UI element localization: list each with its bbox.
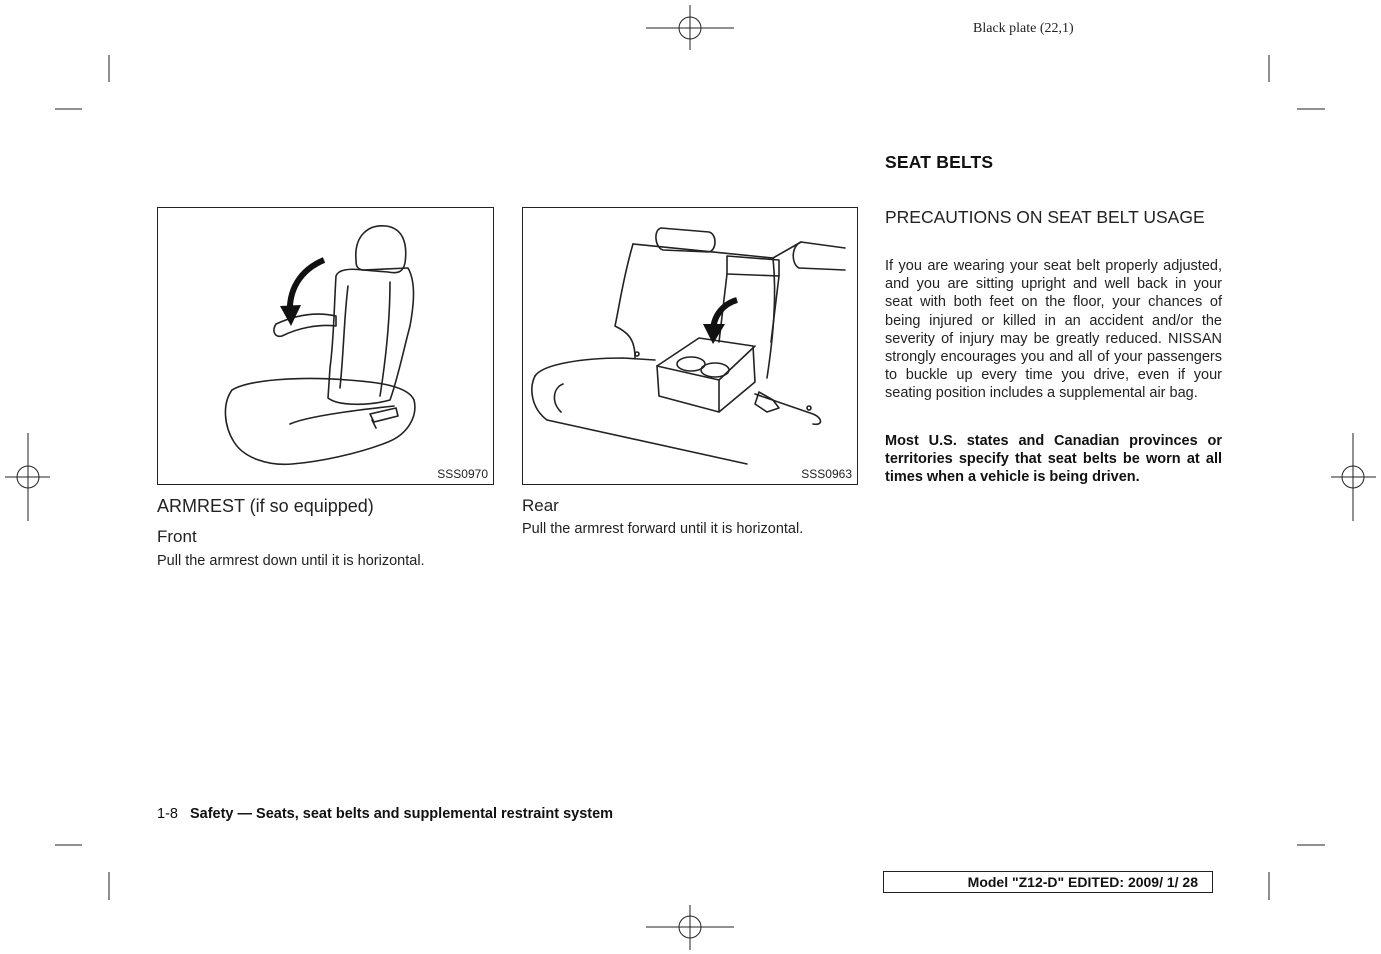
front-subheading: Front — [157, 527, 197, 546]
rear-armrest-figure — [522, 207, 858, 485]
armrest-heading: ARMREST (if so equipped) — [157, 496, 374, 516]
legal-requirement-paragraph: Most U.S. states and Canadian provinces or territories specify that seat belts be worn at all times when a vehicle is being driven. — [885, 433, 1222, 486]
model-edit-box: Model "Z12-D" EDITED: 2009/ 1/ 28 — [883, 871, 1213, 893]
front-armrest-figure — [157, 207, 494, 485]
figure-code-rear: SSS0963 — [801, 467, 852, 481]
page-footer — [157, 806, 613, 822]
page-number: 1-8 — [157, 806, 178, 822]
plate-label: Black plate (22,1) — [973, 21, 1074, 36]
front-seat-illustration — [158, 208, 495, 486]
precautions-paragraph: If you are wearing your seat belt properly adjusted, and you are sitting upright and well back in your seat with both feet on the floor, your chances of being injured or killed in an accident and/or the severity of injury may be greatly reduced. NISSAN strongly encourages you and all of your passengers to buckle up every time you drive, even if your seating position includes a supplemental air bag. — [885, 258, 1222, 402]
rear-subheading: Rear — [522, 496, 559, 515]
precautions-heading: PRECAUTIONS ON SEAT BELT USAGE — [885, 207, 1205, 227]
section-title: Safety — Seats, seat belts and supplemental restraint system — [189, 806, 614, 822]
front-instruction: Pull the armrest down until it is horizontal. — [157, 553, 425, 569]
rear-instruction: Pull the armrest forward until it is horizontal. — [522, 521, 804, 537]
seat-belts-heading: SEAT BELTS — [885, 152, 994, 172]
figure-code-front: SSS0970 — [437, 467, 488, 481]
rear-seat-illustration — [523, 208, 859, 486]
